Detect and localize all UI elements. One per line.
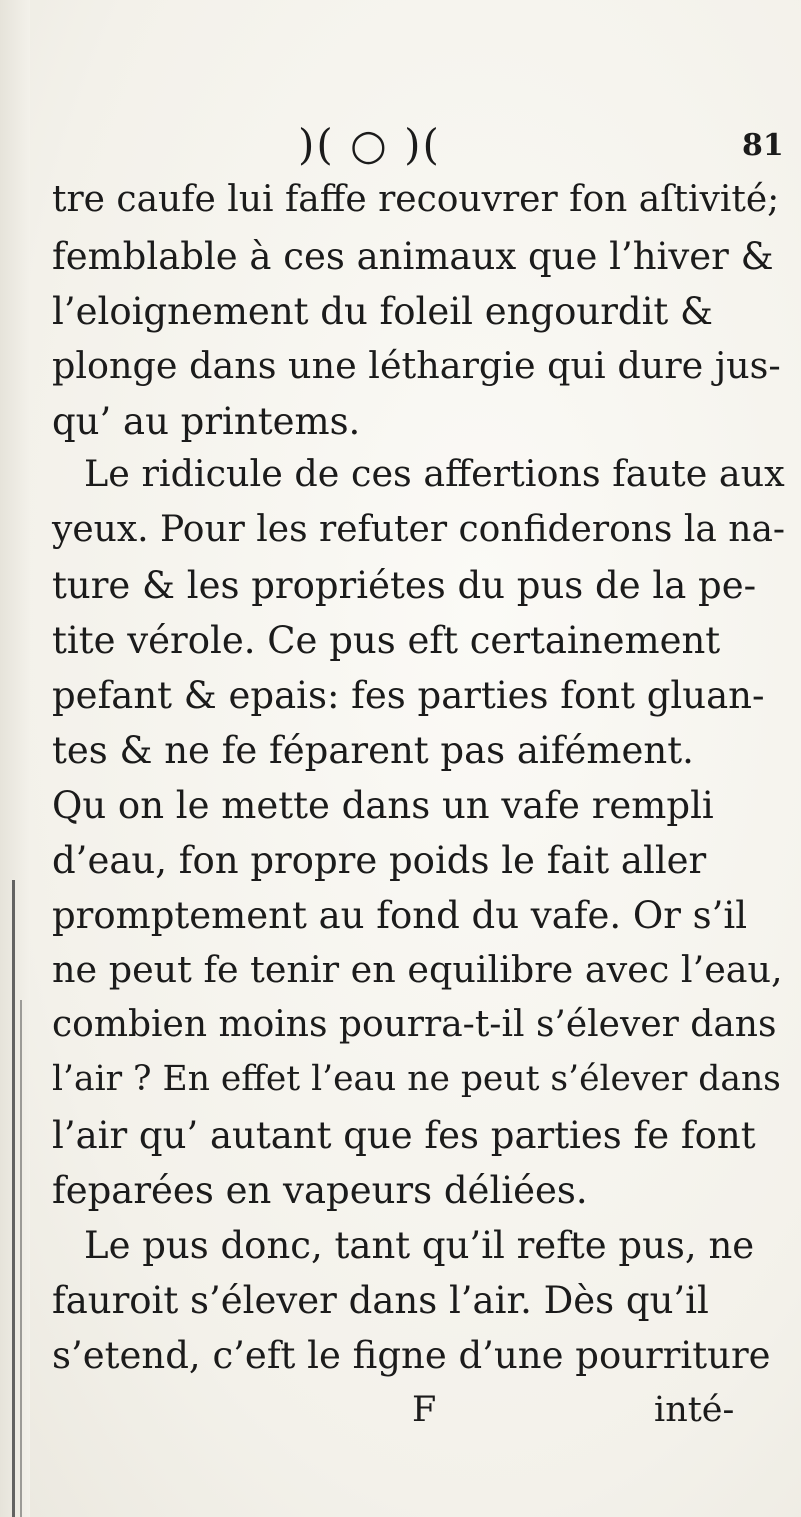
catchword: inté- [654, 1390, 735, 1430]
text-line: promptement au fond du vafe. Or s’il [52, 894, 748, 937]
text-line: ture & les propriétes du pus de la pe- [52, 564, 757, 607]
text-line: d’eau, fon propre poids le fait aller [52, 839, 707, 882]
text-line: feparées en vapeurs déliées. [52, 1169, 588, 1212]
text-line: s’etend, c’eft le figne d’une pourriture [52, 1334, 771, 1377]
page-number: 81 [742, 128, 784, 163]
text-line: tite vérole. Ce pus eft certainement [52, 619, 721, 662]
text-line: l’air ? En effet l’eau ne peut s’élever dans [52, 1059, 781, 1099]
text-line: tes & ne fe féparent pas aifément. [52, 729, 694, 772]
text-line: combien moins pourra-t-il s’élever dans [52, 1004, 777, 1045]
text-line: qu’ au printems. [52, 400, 361, 443]
text-line: l’air qu’ autant que fes parties fe font [52, 1114, 756, 1157]
binding-edge [12, 880, 15, 1517]
text-line: ne peut fe tenir en equilibre avec l’eau, [52, 948, 783, 991]
text-line: plonge dans une léthargie qui dure jus- [52, 344, 781, 387]
signature-mark: F [412, 1390, 437, 1430]
gutter-shadow [0, 0, 30, 1517]
text-line: Le pus donc, tant qu’il refte pus, ne [84, 1224, 755, 1267]
text-line: tre caufe lui faffe recouvrer fon aſtivité; [52, 179, 780, 220]
binding-edge-secondary [20, 1000, 22, 1517]
page-header [0, 120, 801, 170]
text-line: yeux. Pour les refuter confiderons la na- [52, 509, 786, 550]
text-line: femblable à ces animaux que l’hiver & [52, 235, 774, 278]
text-line: Qu on le mette dans un vafe rempli [52, 784, 714, 827]
text-line: fauroit s’élever dans l’air. Dès qu’il [52, 1279, 709, 1322]
text-line: pefant & epais: fes parties font gluan- [52, 674, 765, 717]
text-line: Le ridicule de ces affertions faute aux [84, 452, 785, 495]
text-line: l’eloignement du foleil engourdit & [52, 290, 713, 333]
running-head-ornament: )( ○ )( [298, 120, 441, 169]
